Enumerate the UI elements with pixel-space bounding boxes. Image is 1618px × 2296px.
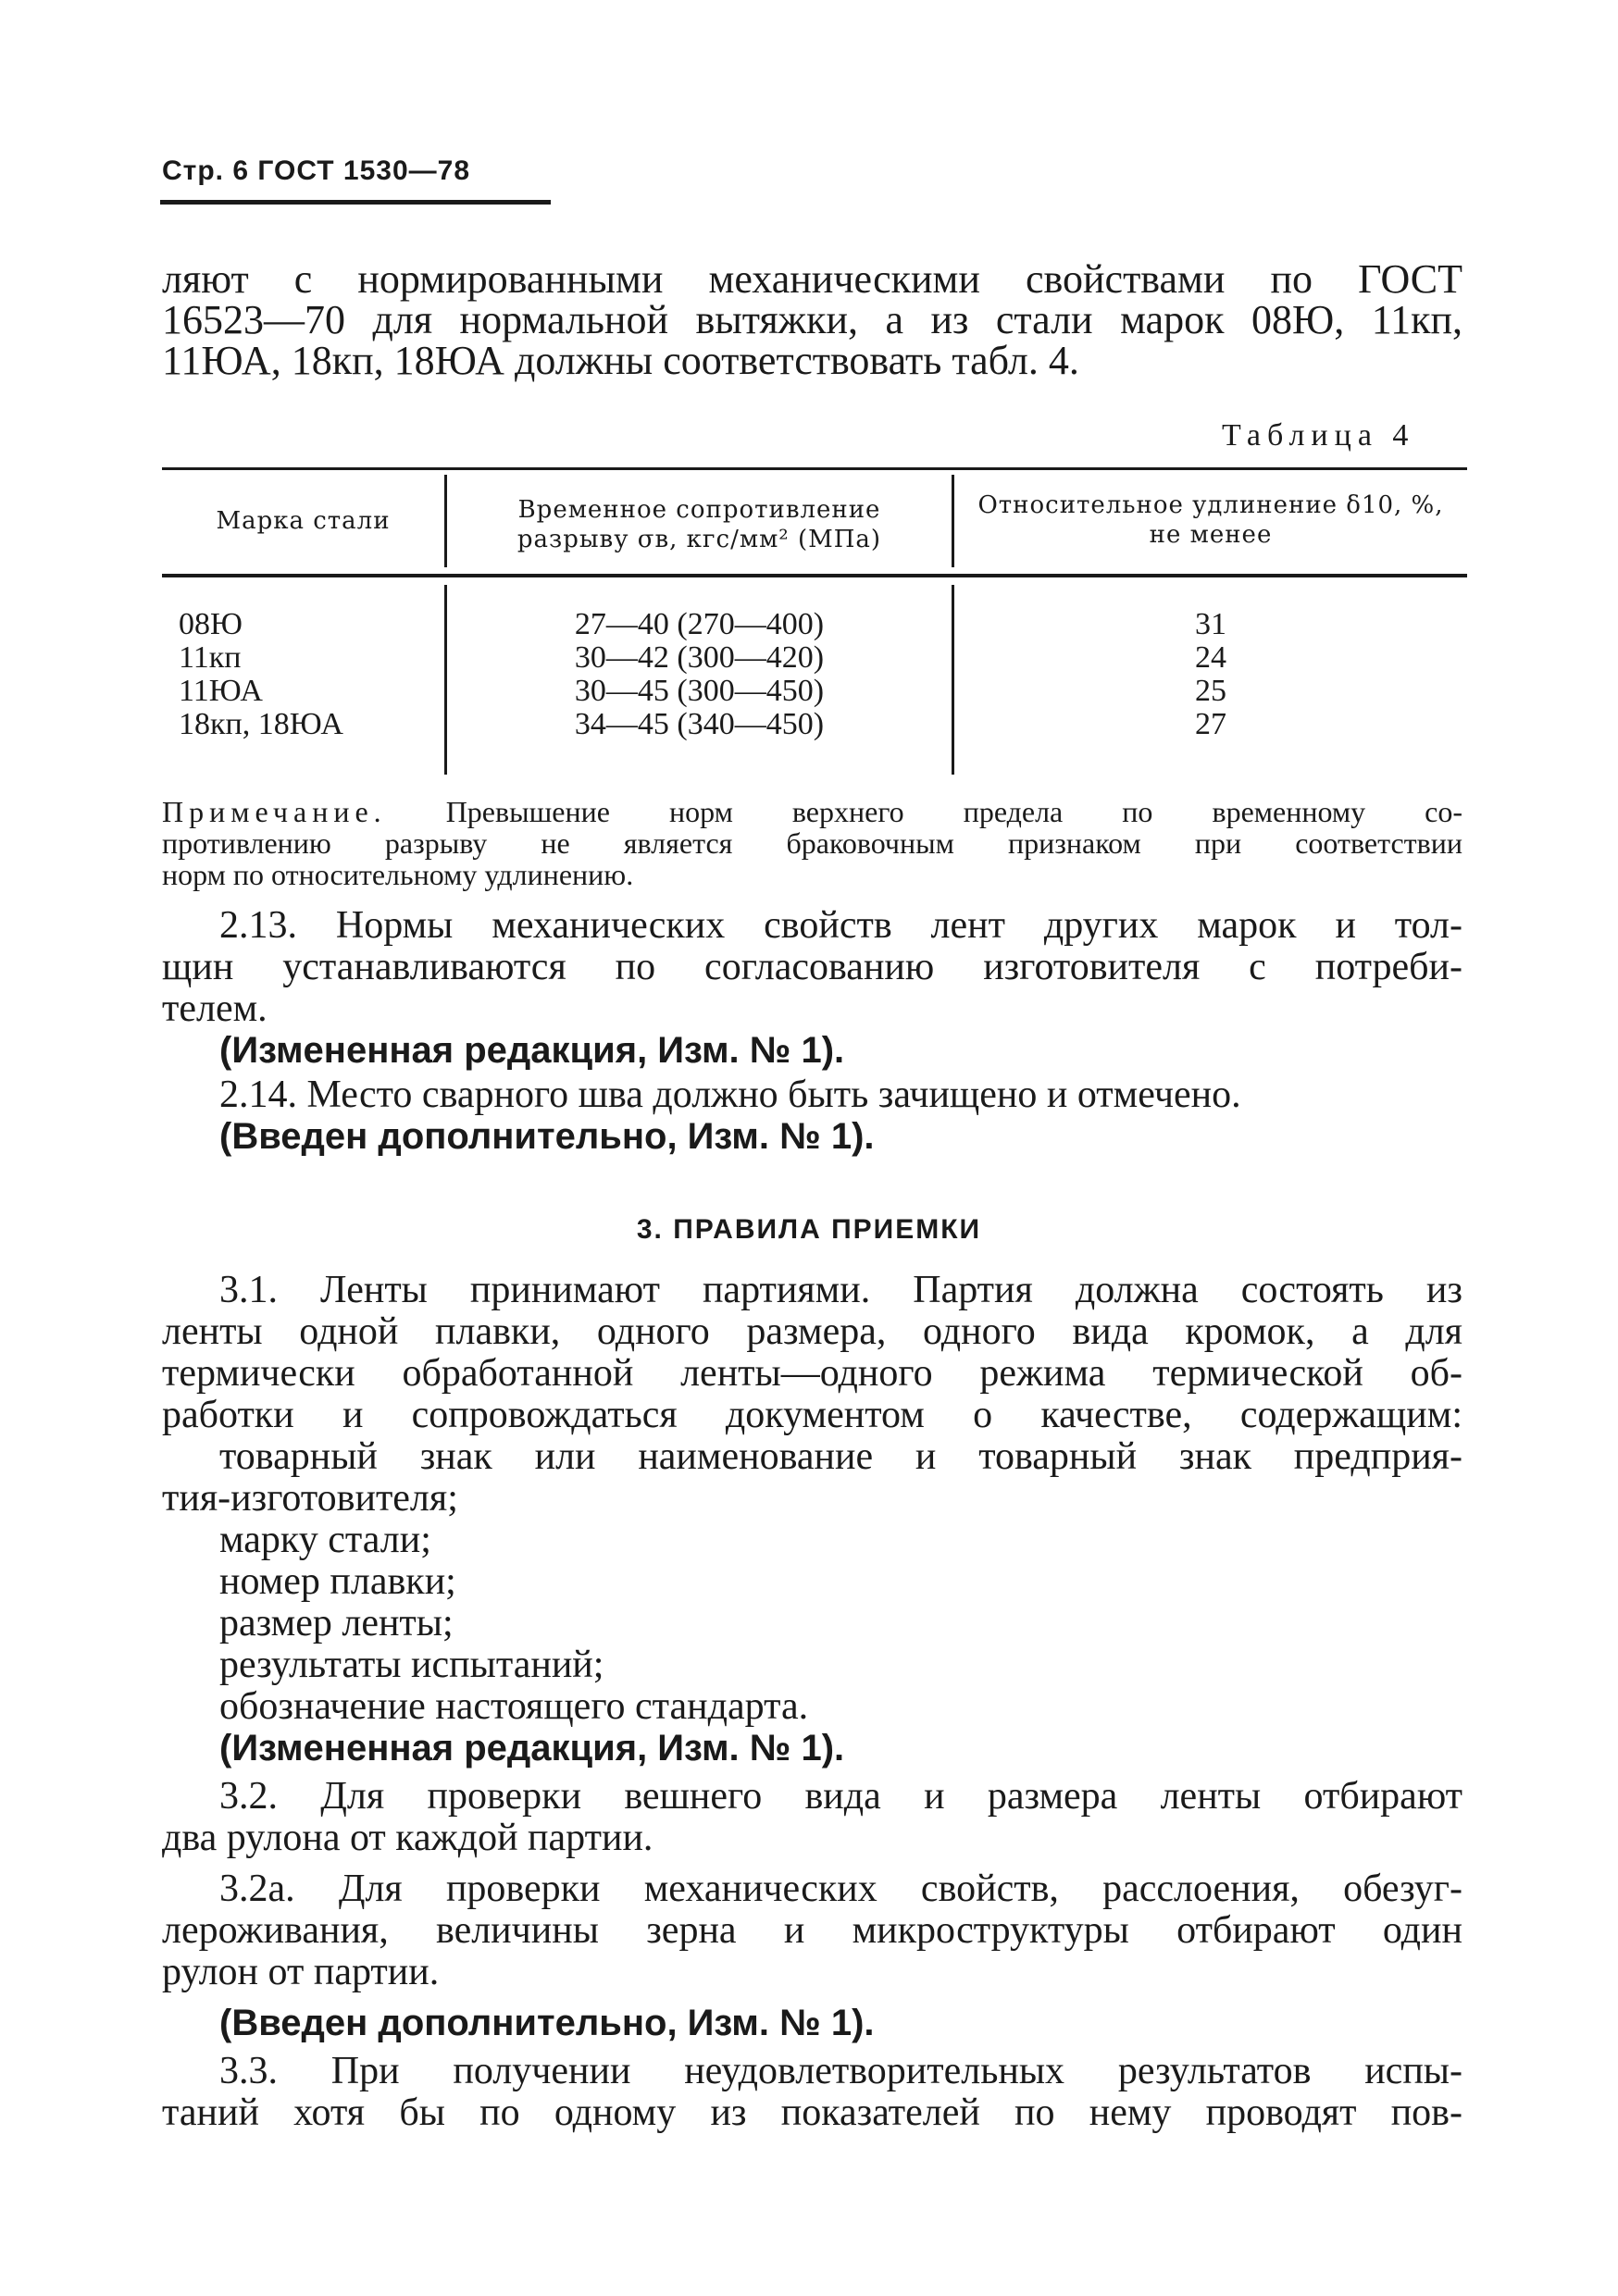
table-header-rule — [162, 574, 1467, 577]
table-cell: 25 — [1195, 674, 1226, 708]
table-cell: 31 — [1195, 607, 1226, 641]
addition-note: (Введен дополнительно, Изм. № 1). — [219, 1116, 875, 1157]
intro-paragraph — [162, 256, 1462, 383]
section-2-continuation — [162, 905, 1462, 1160]
column-elongation — [954, 608, 1467, 741]
text-line: 2.13. Нормы механических свойств лент других марок и тол- — [219, 904, 1462, 947]
text-line: термически обработанной ленты—одного режима термической об- — [162, 1352, 1462, 1395]
table-cell: 34—45 (340—450) — [574, 707, 825, 741]
header-text: не менее — [1149, 521, 1273, 549]
text-line: 3.1. Ленты принимают партиями. Партия должна состоять из — [219, 1269, 1462, 1311]
amendment-note: (Измененная редакция, Изм. № 1). — [219, 1030, 845, 1071]
list-item: марку стали; — [219, 1519, 431, 1561]
note-label: Примечание. — [162, 795, 387, 828]
header-text: Относительное удлинение δ10, %, — [977, 491, 1444, 519]
table-cell: 27—40 (270—400) — [574, 607, 825, 641]
amendment-note: (Измененная редакция, Изм. № 1). — [219, 1728, 845, 1769]
text-line: 16523—70 для нормальной вытяжки, а из стали марок 08Ю, 11кп, — [162, 297, 1462, 342]
header-tensile-strength — [447, 495, 952, 554]
table-cell: 30—45 (300—450) — [574, 674, 825, 708]
text-line: телем. — [162, 987, 268, 1030]
text-line: лероживания, величины зерна и микроструктуры отбирают один — [162, 1909, 1462, 1952]
column-steel-grade — [179, 608, 343, 741]
section-3 — [162, 1270, 1462, 2134]
list-item: размер ленты; — [219, 1602, 454, 1644]
table-cell: 24 — [1195, 640, 1226, 675]
table-cell: 18кп, 18ЮА — [179, 707, 343, 741]
list-item: обозначение настоящего стандарта. — [219, 1685, 809, 1728]
table-caption: Таблица 4 — [1222, 418, 1415, 453]
table-note — [162, 796, 1462, 890]
section-title: 3. ПРАВИЛА ПРИЕМКИ — [636, 1214, 982, 1245]
note-text: Превышение норм верхнего предела по временному со- — [445, 795, 1463, 828]
text-line: 2.14. Место сварного шва должно быть зачищено и отмечено. — [219, 1074, 1241, 1116]
list-item: результаты испытаний; — [219, 1644, 604, 1686]
text-line: два рулона от каждой партии. — [162, 1817, 653, 1859]
text-line: 3.3. При получении неудовлетворительных результатов испы- — [219, 2050, 1462, 2092]
note-line: норм по относительному удлинению. — [162, 858, 634, 891]
addition-note: (Введен дополнительно, Изм. № 1). — [219, 2003, 875, 2043]
header-steel-grade: Марка стали — [216, 507, 391, 535]
table-cell: 30—42 (300—420) — [574, 640, 825, 675]
note-line: противлению разрыву не является браковочным признаком при соответствии — [162, 826, 1462, 860]
table-cell: 11кп — [179, 640, 242, 675]
table-cell: 11ЮА — [179, 674, 263, 708]
text-line: рулон от партии. — [162, 1951, 440, 1993]
header-rule — [160, 200, 551, 205]
text-line: щин устанавливаются по согласованию изготовителя с потреби- — [162, 946, 1462, 988]
text-line: 3.2. Для проверки вешнего вида и размера ленты отбирают — [219, 1775, 1462, 1818]
text-line: 11ЮА, 18кп, 18ЮА должны соответствовать табл. 4. — [162, 338, 1079, 383]
text-line: таний хотя бы по одному из показателей по нему проводят пов- — [162, 2091, 1462, 2134]
header-text: разрыву σв, кгс/мм² (МПа) — [517, 526, 882, 553]
header-elongation — [954, 490, 1467, 550]
table-4 — [162, 467, 1467, 782]
text-line: ляют с нормированными механическими свойствами по ГОСТ — [162, 256, 1462, 302]
text-line: 3.2а. Для проверки механических свойств, расслоения, обезуг- — [219, 1868, 1462, 1910]
text-line: работки и сопровождаться документом о качестве, содержащим: — [162, 1394, 1462, 1436]
table-cell: 27 — [1195, 707, 1226, 741]
note-line — [162, 796, 1462, 827]
list-item: товарный знак или наименование и товарный знак предприя- — [219, 1435, 1462, 1478]
list-item: номер плавки; — [219, 1560, 456, 1603]
table-top-rule — [162, 467, 1467, 470]
table-cell: 08Ю — [179, 607, 243, 641]
page-header: Стр. 6 ГОСТ 1530—78 — [162, 155, 471, 186]
column-tensile-strength — [447, 608, 952, 741]
header-text: Временное сопротивление — [517, 496, 881, 524]
list-item: тия-изготовителя; — [162, 1477, 458, 1520]
text-line: ленты одной плавки, одного размера, одного вида кромок, а для — [162, 1310, 1462, 1353]
